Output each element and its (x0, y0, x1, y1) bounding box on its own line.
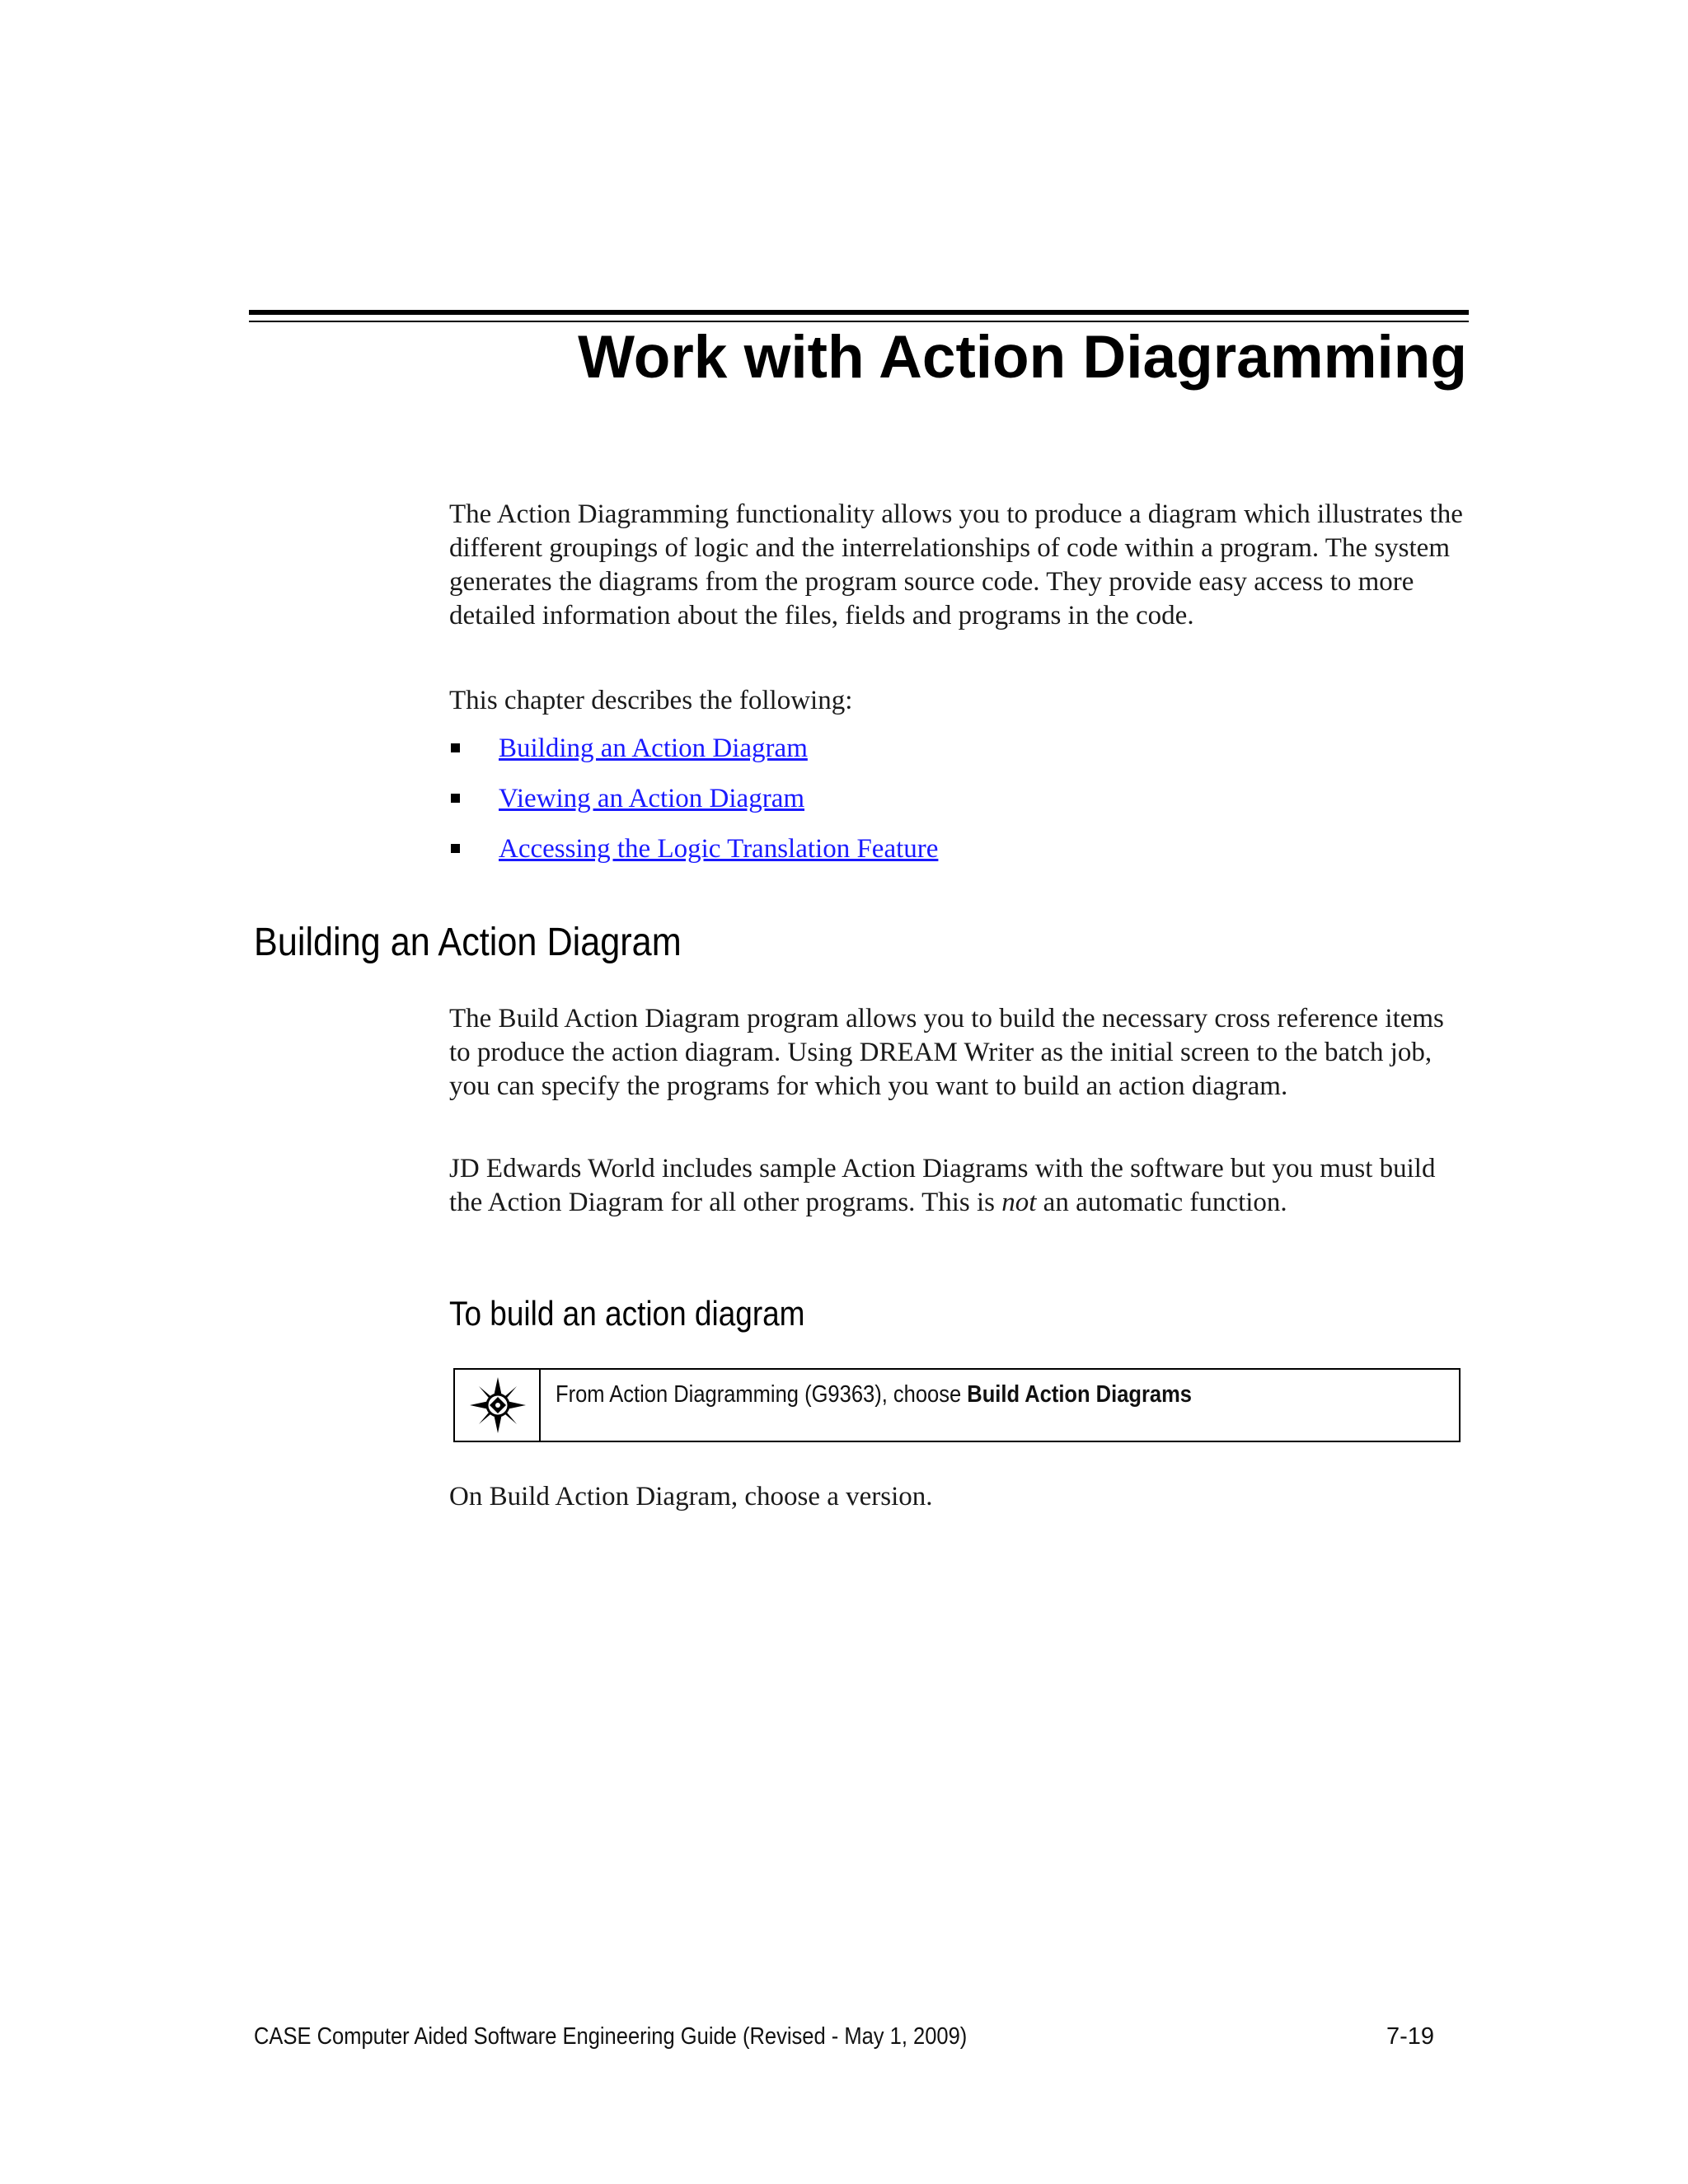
emphasis-not: not (1001, 1188, 1037, 1217)
section-heading: Building an Action Diagram (254, 921, 682, 964)
para-text-before: JD Edwards World includes sample Action Diagrams with the software but you must build the Action Diagram for all other programs. This is (449, 1154, 1436, 1217)
chapter-title: Work with Action Diagramming (578, 324, 1467, 391)
section-paragraph-1: The Build Action Diagram program allows you to build the necessary cross reference items to produce the action diagram. Using DREAM Writer as the initial screen to the batch job, you can specify the programs for which you want to build an action diagram. (449, 1004, 1444, 1101)
intro-paragraph: The Action Diagramming functionality allows you to produce a diagram which illustrates the different groupings of logic and the interrelationships of code within a program. The system generates the diagrams from the program source code. They provide easy access to more detailed information about the files, fields and programs in the code. (449, 499, 1463, 630)
nav-text-prefix: From Action Diagramming (G9363), choose (556, 1381, 968, 1408)
navigation-icon-cell (455, 1370, 541, 1441)
nav-menu-option: Build Action Diagrams (967, 1381, 1192, 1408)
section-paragraph-2 (449, 1152, 1471, 1220)
section-paragraph-3: On Build Action Diagram, choose a version. (449, 1482, 933, 1511)
title-rule-thick (249, 310, 1469, 315)
page-number: 7-19 (1386, 2023, 1435, 2050)
link-viewing-action-diagram[interactable]: Viewing an Action Diagram (499, 784, 805, 813)
link-logic-translation-feature[interactable]: Accessing the Logic Translation Feature (499, 834, 939, 864)
link-building-action-diagram[interactable]: Building an Action Diagram (499, 733, 808, 763)
navigation-instruction (556, 1381, 1192, 1408)
chapter-link-list (449, 732, 1471, 883)
navigation-compass-icon (468, 1376, 528, 1435)
square-bullet-icon (451, 844, 460, 853)
list-item (449, 782, 1471, 832)
list-item (449, 732, 1471, 782)
square-bullet-icon (451, 743, 460, 752)
chapter-lead: This chapter describes the following: (449, 686, 853, 715)
square-bullet-icon (451, 794, 460, 803)
title-rule-thin (249, 321, 1469, 322)
navigation-box (453, 1368, 1461, 1442)
procedure-heading: To build an action diagram (449, 1294, 805, 1333)
footer-title: CASE Computer Aided Software Engineering Guide (Revised - May 1, 2009) (254, 2023, 968, 2050)
para-text-after: an automatic function. (1036, 1188, 1287, 1217)
list-item (449, 832, 1471, 883)
